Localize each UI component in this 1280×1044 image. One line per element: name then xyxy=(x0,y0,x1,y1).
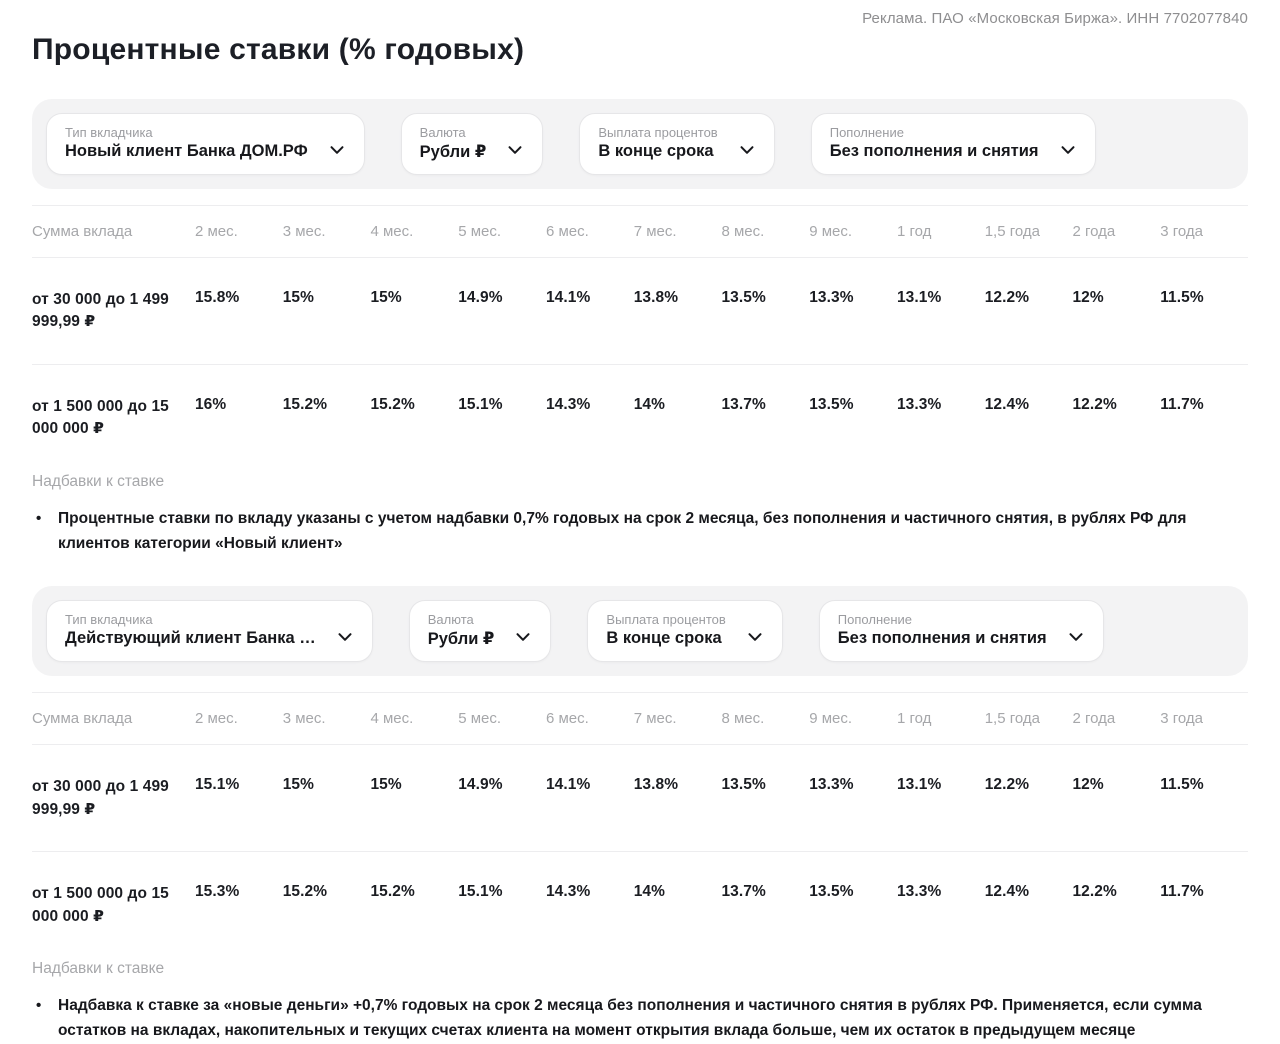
rate-cell: 15.8% xyxy=(195,258,283,365)
column-header: 5 мес. xyxy=(458,693,546,745)
footnote-title: Надбавки к ставке xyxy=(32,472,165,490)
table-row xyxy=(32,258,1248,365)
column-header: 3 мес. xyxy=(283,693,371,745)
depositor-type-dropdown[interactable] xyxy=(46,600,373,662)
rate-cell: 15.1% xyxy=(458,883,503,901)
column-header: 7 мес. xyxy=(634,693,722,745)
rate-cell: 13.3% xyxy=(896,395,942,413)
column-header: 3 мес. xyxy=(283,206,371,258)
rate-cell: 14.1% xyxy=(546,258,634,365)
rate-cell: 11.5% xyxy=(1160,745,1248,852)
rates-section-new-client xyxy=(32,99,1248,556)
rate-cell: 15% xyxy=(370,258,458,365)
table-row xyxy=(32,745,1248,852)
dropdown-label: Тип вкладчика xyxy=(65,612,153,628)
rate-cell: 15.1% xyxy=(195,745,283,852)
column-header: 1,5 года xyxy=(985,693,1073,745)
dropdown-value: Рубли ₽ xyxy=(419,142,487,161)
column-header: 3 года xyxy=(1160,206,1248,258)
column-header: Сумма вклада xyxy=(32,206,195,258)
rate-cell: 12.2% xyxy=(985,745,1073,852)
rate-cell: 12% xyxy=(1072,745,1160,852)
dropdown-label: Валюта xyxy=(427,611,474,627)
deposit-amount-label: от 1 500 000 до 15 000 000 ₽ xyxy=(32,885,169,925)
chevron-down-icon xyxy=(328,141,346,159)
rate-cell: 13.7% xyxy=(721,883,766,901)
chevron-down-icon xyxy=(336,628,354,646)
filters-bar xyxy=(32,586,1248,676)
column-header: 2 мес. xyxy=(195,206,283,258)
rate-cell: 12.4% xyxy=(984,883,1030,901)
currency-dropdown[interactable] xyxy=(401,113,544,175)
rate-cell: 14.3% xyxy=(545,883,591,901)
rate-cell: 11.7% xyxy=(1160,395,1204,413)
footnote-item: • Надбавка к ставке за «новые деньги» +0,7% годовых на срок 2 месяца без пополнения и частичного снятия в рублях РФ. Применяется, если сумма остатков на вкладах, накопительных и текущих счетах клиента на момент открытия вклада больше, чем их остаток в предыдущем месяце xyxy=(32,994,1248,1044)
dropdown-label: Валюта xyxy=(419,124,466,140)
rate-cell: 15.2% xyxy=(282,883,328,901)
dropdown-label: Пополнение xyxy=(837,612,913,628)
footnote-list xyxy=(32,994,1248,1044)
rates-section-existing-client xyxy=(32,586,1248,1043)
rate-cell: 15.2% xyxy=(370,395,415,413)
rate-cell: 15.2% xyxy=(282,395,328,413)
column-header: 8 мес. xyxy=(721,206,809,258)
rate-cell: 13.8% xyxy=(634,745,722,852)
column-header: 7 мес. xyxy=(634,206,722,258)
rate-cell: 15.2% xyxy=(370,883,415,901)
rate-cell: 12% xyxy=(1072,258,1160,365)
rate-cell: 15.1% xyxy=(458,395,503,413)
dropdown-label: Тип вкладчика xyxy=(65,125,153,140)
rate-cell: 12.2% xyxy=(1072,395,1117,413)
column-header: 6 мес. xyxy=(546,206,634,258)
rate-cell: 13.5% xyxy=(721,258,809,365)
interest-payout-dropdown[interactable] xyxy=(587,600,782,662)
table-header-row xyxy=(32,206,1248,258)
column-header: 6 мес. xyxy=(546,693,634,745)
rate-cell: 11.7% xyxy=(1160,883,1204,901)
chevron-down-icon xyxy=(506,141,524,159)
rate-cell: 14.9% xyxy=(458,258,546,365)
ad-disclaimer: Реклама. ПАО «Московская Биржа». ИНН 7702077840 xyxy=(862,10,1248,27)
rate-cell: 14.1% xyxy=(546,745,634,852)
rate-cell: 13.5% xyxy=(721,745,809,852)
chevron-down-icon xyxy=(746,628,764,646)
rates-table xyxy=(32,692,1248,958)
table-row xyxy=(32,364,1248,470)
chevron-down-icon xyxy=(738,141,756,159)
column-header: 9 мес. xyxy=(809,206,897,258)
replenishment-dropdown[interactable] xyxy=(811,113,1096,175)
chevron-down-icon xyxy=(1059,141,1077,159)
column-header: Сумма вклада xyxy=(32,693,195,745)
dropdown-value: Действующий клиент Банка … xyxy=(65,629,316,648)
rate-cell: 13.5% xyxy=(809,395,854,413)
column-header: 2 года xyxy=(1072,206,1160,258)
dropdown-value: Рубли ₽ xyxy=(427,629,495,648)
rate-cell: 16% xyxy=(194,395,227,413)
rate-cell: 13.1% xyxy=(897,258,985,365)
deposit-amount-label: от 1 500 000 до 15 000 000 ₽ xyxy=(32,397,169,438)
rate-cell: 13.3% xyxy=(809,258,897,365)
dropdown-value: В конце срока xyxy=(598,142,714,160)
interest-payout-dropdown[interactable] xyxy=(579,113,774,175)
rate-cell: 13.3% xyxy=(896,883,942,901)
rate-cell: 13.8% xyxy=(634,258,722,365)
chevron-down-icon xyxy=(1067,628,1085,646)
column-header: 5 мес. xyxy=(458,206,546,258)
rate-cell: 14.3% xyxy=(545,395,591,413)
rate-cell: 15.3% xyxy=(194,883,240,901)
table-row xyxy=(32,852,1248,958)
depositor-type-dropdown[interactable] xyxy=(46,113,365,175)
rate-cell: 13.5% xyxy=(809,883,854,901)
column-header: 1 год xyxy=(897,206,985,258)
chevron-down-icon xyxy=(514,628,532,646)
footnote-list xyxy=(32,507,1248,557)
dropdown-value: Новый клиент Банка ДОМ.РФ xyxy=(65,142,308,160)
page-title: Процентные ставки (% годовых) xyxy=(32,33,525,66)
rate-cell: 13.1% xyxy=(897,745,985,852)
dropdown-label: Выплата процентов xyxy=(598,125,718,140)
dropdown-label: Выплата процентов xyxy=(606,612,726,628)
rate-cell: 15% xyxy=(283,258,371,365)
rate-cell: 14.9% xyxy=(458,745,546,852)
dropdown-label: Пополнение xyxy=(829,125,904,140)
column-header: 3 года xyxy=(1160,693,1248,745)
replenishment-dropdown[interactable] xyxy=(819,600,1104,662)
column-header: 2 мес. xyxy=(195,693,283,745)
footnote-title: Надбавки к ставке xyxy=(32,960,165,978)
column-header: 1 год xyxy=(897,693,985,745)
filters-bar xyxy=(32,99,1248,189)
rate-cell: 14% xyxy=(633,395,666,413)
footnote-item: • Процентные ставки по вкладу указаны с учетом надбавки 0,7% годовых на срок 2 месяца, без пополнения и частичного снятия, в рублях РФ для клиентов категории «Новый клиент» xyxy=(32,507,1248,557)
rate-cell: 11.5% xyxy=(1160,258,1248,365)
rate-cell: 13.7% xyxy=(721,395,766,413)
rate-cell: 15% xyxy=(370,745,458,852)
column-header: 4 мес. xyxy=(370,693,458,745)
rate-cell: 13.3% xyxy=(809,745,897,852)
column-header: 2 года xyxy=(1072,693,1160,745)
column-header: 8 мес. xyxy=(721,693,809,745)
dropdown-value: Без пополнения и снятия xyxy=(837,629,1047,648)
rate-cell: 15% xyxy=(283,745,371,852)
rate-cell: 14% xyxy=(633,883,666,901)
rate-cell: 12.2% xyxy=(1072,883,1117,901)
column-header: 1,5 года xyxy=(985,206,1073,258)
rates-table xyxy=(32,205,1248,471)
table-header-row xyxy=(32,693,1248,745)
dropdown-value: Без пополнения и снятия xyxy=(829,142,1039,160)
column-header: 4 мес. xyxy=(370,206,458,258)
deposit-amount-label: от 30 000 до 1 499 999,99 ₽ xyxy=(32,745,195,852)
rate-cell: 12.4% xyxy=(984,395,1030,413)
deposit-amount-label: от 30 000 до 1 499 999,99 ₽ xyxy=(32,258,195,365)
currency-dropdown[interactable] xyxy=(409,600,552,662)
column-header: 9 мес. xyxy=(809,693,897,745)
rate-cell: 12.2% xyxy=(985,258,1073,365)
dropdown-value: В конце срока xyxy=(606,629,722,648)
